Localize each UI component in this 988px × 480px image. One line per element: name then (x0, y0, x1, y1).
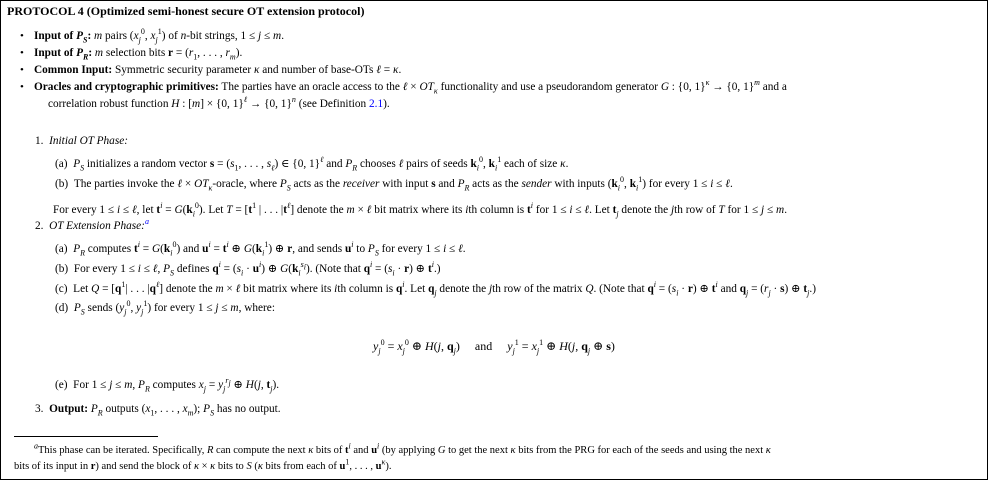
step-1-continuation: For every 1 ≤ i ≤ ℓ, let $t^i = G(k_i^0)$. Let $T = [t^1$ | . . . $|t^\ell$] denote the m × ℓ bit matrix where its ith column is $t^i$ for 1 ≤ i ≤ ℓ. Let $t_j$ denote the jth row of T for 1 ≤ j ≤ m. (53, 201, 788, 219)
footnote-rule (14, 436, 158, 437)
input-pr-item: • Input of $P_R$: m selection bits $r = (r_1$, . . . , $r_m$). (34, 46, 242, 61)
input-ps-item: • Input of $P_S$: m pairs ($x_j^0$, $x_j^1$) of n-bit strings, 1 ≤ j ≤ m. (34, 29, 284, 44)
initial-ot-label: Initial OT Phase: (49, 135, 128, 147)
common-input-item: • Common Input: Symmetric security parameter κ and number of base-OTs ℓ = κ. (34, 63, 401, 78)
step-2d: (d) $P_S$ sends ($y_j^0$, $y_j^1$) for every 1 ≤ j ≤ m, where: (55, 299, 275, 317)
ot-extension-label: OT Extension Phase: (49, 220, 145, 232)
footnote-mark: a (34, 441, 38, 451)
step-2b: (b) For every 1 ≤ i ≤ ℓ, $P_S$ defines $q^i = (s_i \cdot u^i)$ ⊕ $G(k_i^{s_i})$. (Note that $q^i = (s_i \cdot r)$ ⊕ $t^i$.) (55, 260, 441, 278)
step-2c: (c) Let $Q = [q^1|$ . . . $|q^\ell$] denote the m × ℓ bit matrix where its ith column is $q^i$. Let $q_j$ denote the jth row of the matrix Q. (Note that $q^i = (s_i \cdot r)$ ⊕ $t^i$ and $q_j = (r_j \cdot s)$ ⊕ $t_j$.) (55, 280, 816, 298)
footnote-ref[interactable]: a (144, 217, 149, 227)
oracles-item: • Oracles and cryptographic primitives: The parties have an oracle access to the ℓ × $OT_\kappa$ functionality and use a pseudorandom generator G : {0, 1}$^\kappa$ → {0, 1}$^m$ and a (34, 80, 787, 95)
footnote-line-1: $^a$This phase can be iterated. Specifically, R can compute the next κ bits of $t^i$ and $u^i$ (by applying G to get the next κ bits from the PRG for each of the seeds and using the next κ (34, 441, 771, 456)
step-1b: (b) The parties invoke the ℓ × $OT_\kappa$-oracle, where $P_S$ acts as the receiver with input s and $P_R$ acts as the sender with inputs ($k_i^0$, $k_i^1$) for every 1 ≤ i ≤ ℓ. (55, 175, 733, 193)
definition-link[interactable]: 2.1 (368, 98, 384, 110)
output-label: Output: (49, 403, 89, 415)
step-2e: (e) For 1 ≤ j ≤ m, $P_R$ computes $x_j = y_j^{r_j}$ ⊕ H(j, $t_j$). (55, 376, 280, 394)
step-1: 1. Initial OT Phase: (35, 135, 128, 147)
step-2: 2. OT Extension Phase:$^a$ (35, 217, 149, 232)
step-3: 3. Output: $P_R$ outputs ($x_1$, . . . , $x_m$); $P_S$ has no output. (35, 403, 281, 418)
footnote-line-2: bits of its input in r) and send the block of κ × κ bits to S (κ bits from each of $u^1$, . . . , $u^\kappa$). (14, 457, 392, 472)
oracles-label: Oracles and cryptographic primitives: (34, 81, 219, 93)
common-input-label: Common Input: (34, 64, 113, 76)
oracles-continuation: correlation robust function H : [m] × {0, 1}$^\ell$ → {0, 1}$^n$ (see Definition 2.1). (48, 95, 390, 110)
equation-and: and (474, 339, 493, 353)
protocol-title: PROTOCOL 4 (Optimized semi-honest secure OT extension protocol) (7, 4, 365, 18)
display-equation: $y_j^0 = x_j^0$ ⊕ H(j, $q_j$) and $y_j^1 = x_j^1$ ⊕ H(j, $q_j$ ⊕ s) (373, 338, 615, 356)
step-2a: (a) $P_R$ computes $t^i = G(k_i^0)$ and $u^i = t^i$ ⊕ $G(k_i^1)$ ⊕ r, and sends $u^i$ to $P_S$ for every 1 ≤ i ≤ ℓ. (55, 240, 466, 258)
step-1a: (a) $P_S$ initializes a random vector $s = (s_1$, . . . , $s_\ell$) ∈ {0, 1}$^\ell$ and $P_R$ chooses ℓ pairs of seeds $k_i^0$, $k_i^1$ each of size κ. (55, 155, 569, 173)
